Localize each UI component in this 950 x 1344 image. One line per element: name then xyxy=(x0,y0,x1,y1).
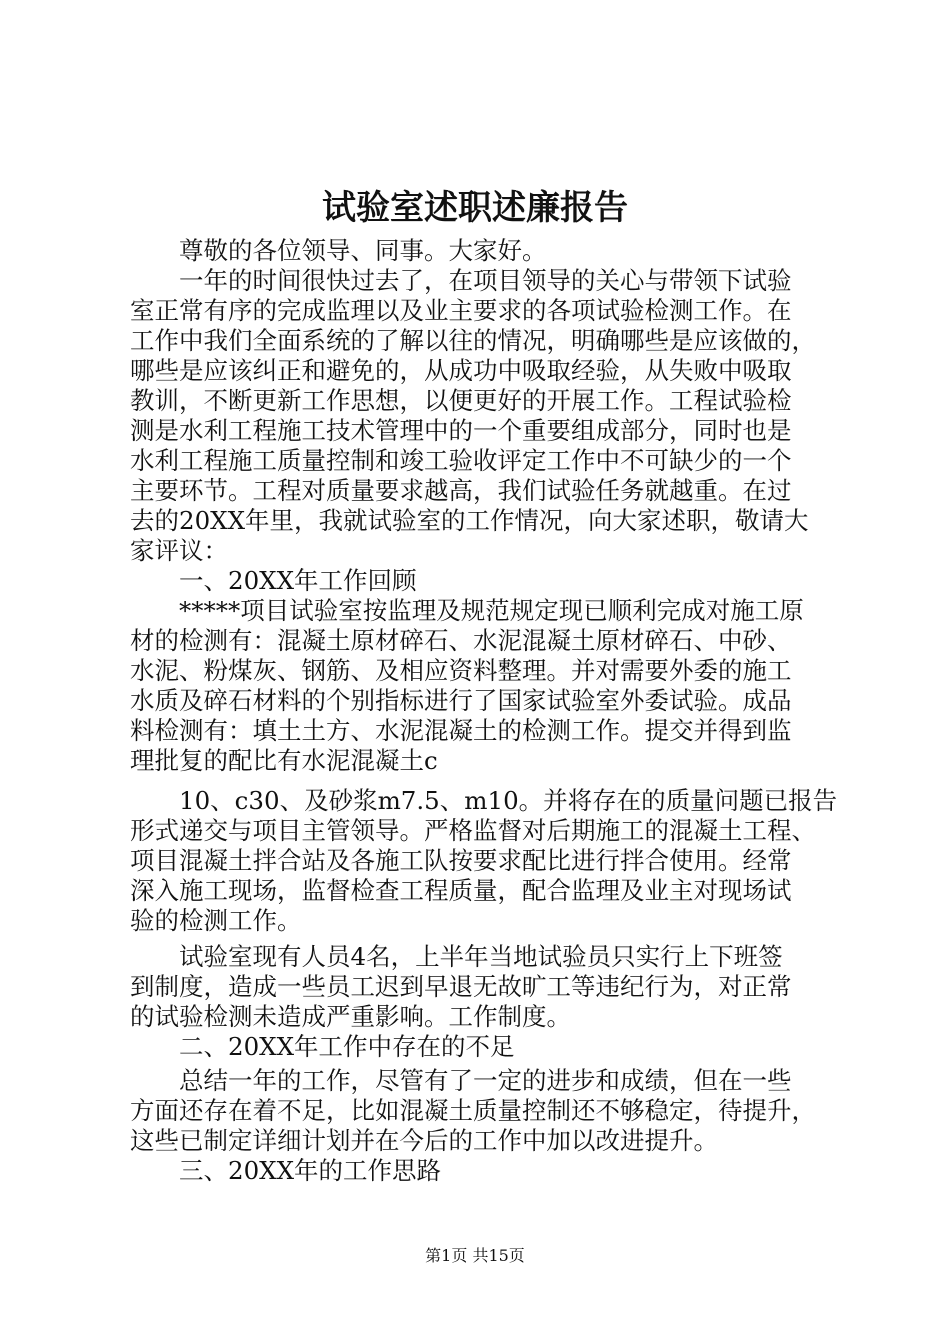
body-line: 验的检测工作。 xyxy=(130,906,302,935)
body-line: 到制度，造成一些员工迟到早退无故旷工等违纪行为，对正常 xyxy=(130,972,792,1001)
body-line: 试验室现有人员4名，上半年当地试验员只实行上下班签 xyxy=(130,942,783,971)
body-line: 水利工程施工质量控制和竣工验收评定工作中不可缺少的一个 xyxy=(130,446,792,475)
body-line: 方面还存在着不足，比如混凝土质量控制还不够稳定，待提升， xyxy=(130,1096,816,1125)
body-line: 家评议： xyxy=(130,536,228,565)
body-line: 主要环节。工程对质量要求越高，我们试验任务就越重。在过 xyxy=(130,476,792,505)
document-title: 试验室述职述廉报告 xyxy=(322,188,628,228)
body-line: 10、c30、及砂浆m7.5、m10。并将存在的质量问题已报告 xyxy=(130,786,838,815)
section-heading: 一、20XX年工作回顾 xyxy=(130,566,417,595)
body-line: 哪些是应该纠正和避免的，从成功中吸取经验，从失败中吸取 xyxy=(130,356,792,385)
body-line: 一年的时间很快过去了，在项目领导的关心与带领下试验 xyxy=(130,266,792,295)
body-line: 尊敬的各位领导、同事。大家好。 xyxy=(130,236,547,265)
page-number-footer: 第1页 共15页 xyxy=(425,1246,525,1265)
body-line: 材的检测有：混凝土原材碎石、水泥混凝土原材碎石、中砂、 xyxy=(130,626,792,655)
body-line: 项目混凝土拌合站及各施工队按要求配比进行拌合使用。经常 xyxy=(130,846,792,875)
body-line: 去的20XX年里，我就试验室的工作情况，向大家述职，敬请大 xyxy=(130,506,809,535)
body-line: 测是水利工程施工技术管理中的一个重要组成部分，同时也是 xyxy=(130,416,792,445)
body-line: *****项目试验室按监理及规范规定现已顺利完成对施工原 xyxy=(130,596,804,625)
body-line: 总结一年的工作，尽管有了一定的进步和成绩，但在一些 xyxy=(130,1066,792,1095)
body-line: 深入施工现场，监督检查工程质量，配合监理及业主对现场试 xyxy=(130,876,792,905)
body-line: 理批复的配比有水泥混凝土c xyxy=(130,746,438,775)
section-heading: 三、20XX年的工作思路 xyxy=(130,1156,442,1185)
body-line: 室正常有序的完成监理以及业主要求的各项试验检测工作。在 xyxy=(130,296,792,325)
body-line: 水质及碎石材料的个别指标进行了国家试验室外委试验。成品 xyxy=(130,686,792,715)
body-line: 料检测有：填土土方、水泥混凝土的检测工作。提交并得到监 xyxy=(130,716,792,745)
body-line: 教训，不断更新工作思想，以便更好的开展工作。工程试验检 xyxy=(130,386,792,415)
body-line: 水泥、粉煤灰、钢筋、及相应资料整理。并对需要外委的施工 xyxy=(130,656,792,685)
body-line: 形式递交与项目主管领导。严格监督对后期施工的混凝土工程、 xyxy=(130,816,816,845)
body-line: 工作中我们全面系统的了解以往的情况，明确哪些是应该做的， xyxy=(130,326,816,355)
body-line: 的试验检测未造成严重影响。工作制度。 xyxy=(130,1002,571,1031)
section-heading: 二、20XX年工作中存在的不足 xyxy=(130,1032,515,1061)
body-line: 这些已制定详细计划并在今后的工作中加以改进提升。 xyxy=(130,1126,718,1155)
